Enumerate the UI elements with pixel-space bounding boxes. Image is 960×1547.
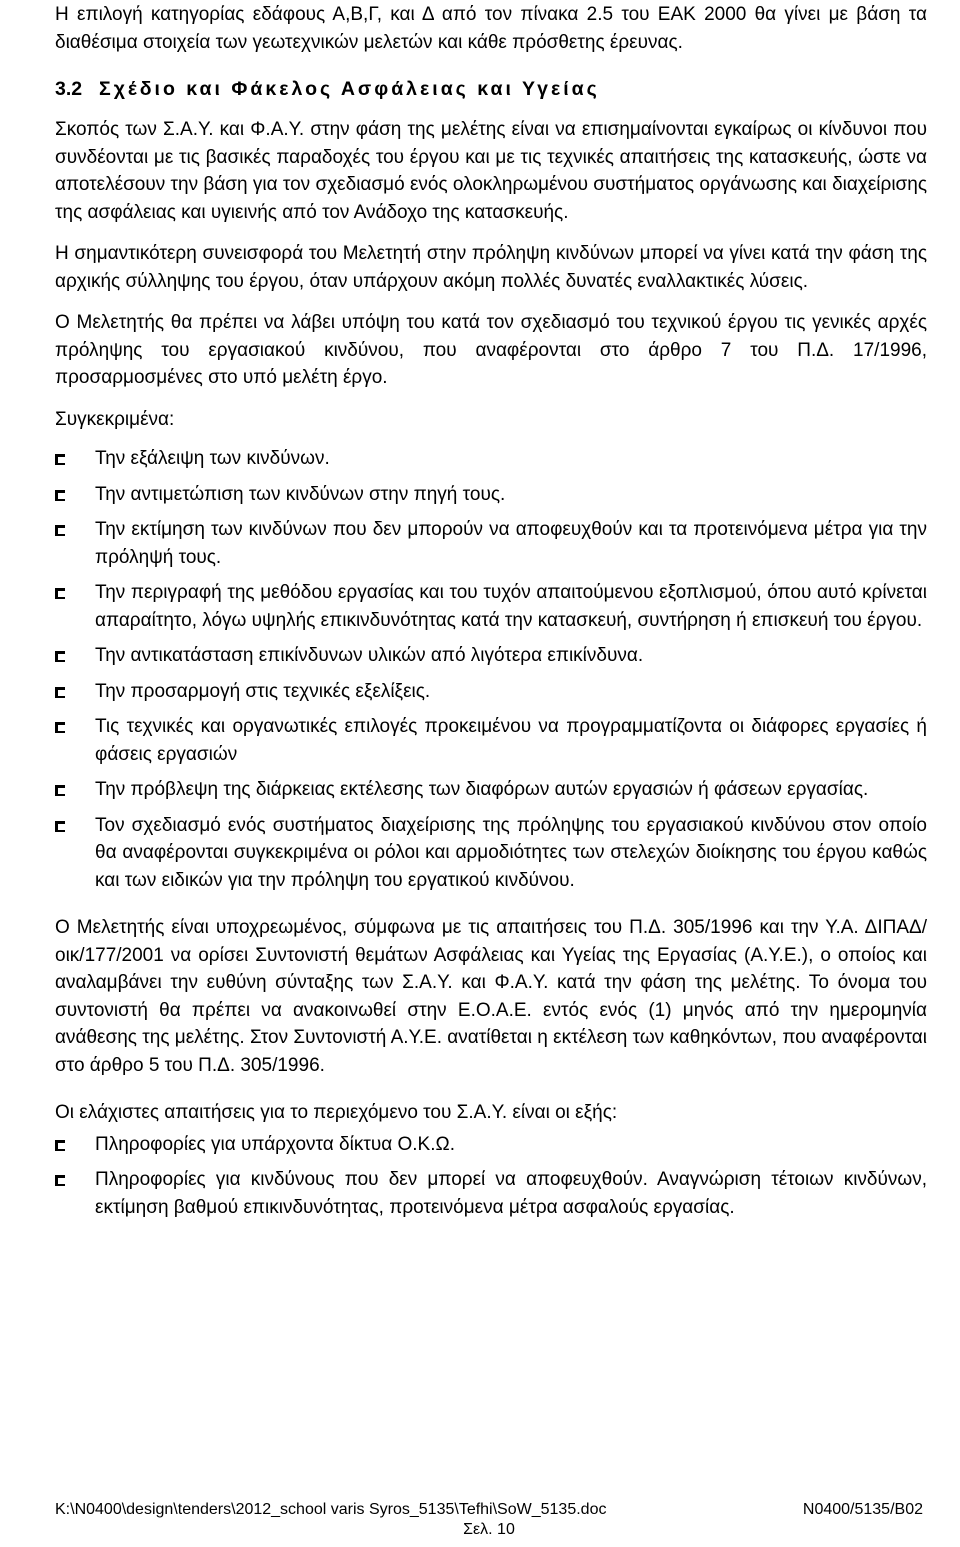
list-item [55, 516, 927, 571]
scope-paragraph: Σκοπός των Σ.Α.Υ. και Φ.Α.Υ. στην φάση της μελέτης είναι να επισημαίνονται εγκαίρως οι κίνδυνοι που συνδέονται με τις βασικές παραδοχές του έργου και με τις τεχνικές απαιτήσεις της κατασκευής, ώστε να αποτελέσουν την βάση για τον σχεδιασμό ενός ολοκληρωμένου συστήματος οργάνωσης και διαχείρισης της ασφάλειας και υγιεινής από τον Ανάδοχο της κατασκευής. [55, 119, 927, 223]
list-item-text: Την εξάλειψη των κινδύνων. [95, 448, 330, 469]
list-item-text: Τις τεχνικές και οργανωτικές επιλογές προκειμένου να προγραμματίζοντα οι διάφορες εργασίες ή φάσεις εργασιών [95, 716, 927, 765]
list-item-text: Την προσαρμογή στις τεχνικές εξελίξεις. [95, 680, 431, 702]
intro-paragraph: Η επιλογή κατηγορίας εδάφους Α,Β,Γ, και Δ από τον πίνακα 2.5 του ΕΑΚ 2000 θα γίνει με βάση τα διαθέσιμα στοιχεία των γεωτεχνικών μελετών και κάθε πρόσθετης έρευνας. [55, 4, 927, 53]
list-item-text: Την πρόβλεψη της διάρκειας εκτέλεσης των διαφόρων αυτών εργασιών ή φάσεων εργασίας. [95, 779, 869, 800]
principles-list [55, 445, 927, 894]
section-heading [55, 74, 927, 104]
list-item-text: Την περιγραφή της μεθόδου εργασίας και του τυχόν απαιτούμενου εξοπλισμού, όπου αυτό κρίνεται απαραίτητο, λόγω υψηλής επικινδυνότητας κατά την κατασκευή, συντήρηση ή επισκευή του έργου. [95, 582, 927, 631]
minimum-requirements-intro: Οι ελάχιστες απαιτήσεις για το περιεχόμενο του Σ.Α.Υ. είναι οι εξής: [55, 1102, 618, 1123]
list-item-text: Την εκτίμηση των κινδύνων που δεν μπορούν να αποφευχθούν και τα προτεινόμενα μέτρα για την πρόληψή τους. [95, 519, 927, 568]
list-item [55, 678, 927, 706]
list-item-text: Τον σχεδιασμό ενός συστήματος διαχείρισης της πρόληψης του εργασιακού κινδύνου στον οποίο θα αναφέρονται συγκεκριμένα οι ρόλοι και αρμοδιότητες των στελεχών διοίκησης του έργου καθώς και των ειδικών για την πρόληψη του εργατικού κινδύνου. [95, 814, 927, 891]
list-item [55, 1131, 927, 1159]
obligation-paragraph: Ο Μελετητής είναι υποχρεωμένος, σύμφωνα με τις απαιτήσεις του Π.Δ. 305/1996 και την Υ.Α. ΔΙΠΑΔ/οικ/177/2001 να ορίσει Συντονιστή θεμάτων Ασφάλειας και Υγείας της Εργασίας (Α.Υ.Ε.), ο οποίος και αναλαμβάνει την ευθύνη σύνταξης των Σ.Α.Υ. και Φ.Α.Υ. κατά την φάση της μελέτης. Το όνομα του συντονιστή θα πρέπει να ανακοινωθεί στην Ε.Ο.Α.Ε. εντός ενός (1) μηνός από την ημερομηνία ανάθεσης της μελέτης. Στον Συντονιστή Α.Υ.Ε. ανατίθεται η εκτέλεση των καθηκόντων, που αναφέρονται στο άρθρο 5 του Π.Δ. 305/1996. [55, 917, 927, 1076]
list-item-text: Πληροφορίες για κινδύνους που δεν μπορεί να αποφευχθούν. Αναγνώριση τέτοιων κινδύνων, εκτίμηση βαθμού επικινδυνότητας, προτεινόμενα μέτρα ασφαλούς εργασίας. [95, 1169, 927, 1218]
list-item [55, 776, 927, 804]
list-item [55, 579, 927, 634]
section-number: 3.2 [55, 78, 83, 100]
designer-paragraph: Ο Μελετητής θα πρέπει να λάβει υπόψη του κατά τον σχεδιασμό του τεχνικού έργου τις γενικές αρχές πρόληψης του εργασιακού κινδύνου, που αναφέρονται στο άρθρο 7 του Π.Δ. 17/1996, προσαρμοσμένες στο υπό μελέτη έργο. [55, 312, 927, 388]
document-page [55, 0, 927, 1221]
footer-document-code: N0400/5135/B02 [802, 1501, 923, 1518]
list-item [55, 445, 927, 473]
requirements-list [55, 1131, 927, 1222]
section-title: Σχέδιο και Φάκελος Ασφάλειας και Υγείας [99, 78, 600, 100]
list-item [55, 1166, 927, 1221]
list-item-text: Πληροφορίες για υπάρχοντα δίκτυα Ο.Κ.Ω. [95, 1133, 455, 1155]
footer-file-path: K:\N0400\design\tenders\2012_school varis Syros_5135\Tefhi\SoW_5135.doc [55, 1501, 607, 1518]
page-footer [55, 1500, 923, 1540]
list-item-text: Την αντιμετώπιση των κινδύνων στην πηγή τους. [95, 483, 506, 505]
list-item [55, 481, 927, 509]
list-item [55, 642, 927, 670]
list-item-text: Την αντικατάσταση επικίνδυνων υλικών από λιγότερα επικίνδυνα. [95, 645, 644, 666]
footer-page-number: Σελ. 10 [463, 1521, 515, 1538]
contribution-paragraph: Η σημαντικότερη συνεισφορά του Μελετητή στην πρόληψη κινδύνων μπορεί να γίνει κατά την φάση της αρχικής σύλληψης του έργου, όταν υπάρχουν ακόμη πολλές δυνατές εναλλακτικές λύσεις. [55, 243, 927, 292]
list-item [55, 812, 927, 895]
list-item [55, 713, 927, 768]
specifically-label: Συγκεκριμένα: [55, 408, 175, 430]
